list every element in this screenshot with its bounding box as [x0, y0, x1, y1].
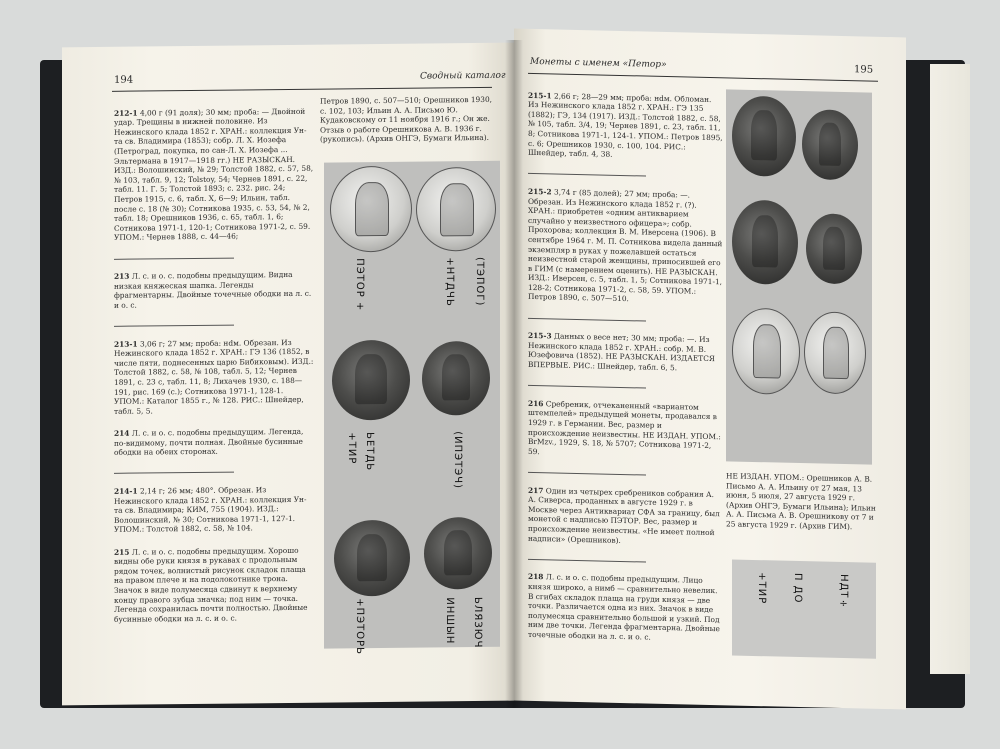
- divider: [528, 385, 646, 389]
- entry-number: 213-1: [114, 339, 138, 349]
- entry-215-2: [528, 187, 724, 307]
- left-folio: 194: [114, 74, 134, 86]
- coin-image: [732, 199, 798, 284]
- entry-number: 214-1: [114, 486, 138, 496]
- entry-number: 218: [528, 572, 544, 582]
- trident-figure: [823, 226, 845, 270]
- entry-number: 215-1: [528, 90, 552, 101]
- entry-number: 214: [114, 428, 130, 438]
- coin-image: [330, 166, 412, 253]
- trident-figure: [819, 122, 841, 166]
- entry-213-1: [114, 337, 314, 416]
- coin-image: [804, 311, 866, 394]
- coin-image: [732, 95, 796, 176]
- legend-drawing: +НТДЧЬ: [444, 257, 455, 307]
- right-running-head: Монеты с именем «Петор»: [530, 56, 667, 71]
- coin-image: [424, 517, 492, 590]
- ruler-figure: [751, 110, 777, 160]
- legend-drawing: (ТЭПОГ): [474, 256, 485, 307]
- divider: [528, 318, 646, 322]
- entry-216: [528, 399, 724, 461]
- entry-text: 4,00 г (91 доля); 30 мм; проба: — Двойной удар. Трещины в нижней половине. Из Нежинского клада 1852 г. ХРАН.: коллекция Ун-та св. Владимира (1853); собр. Л. Х. Иозефа (Петроград, покупка, по сан-Л. Х. Иозефа ... Эльтермана в 1917—1918 гг.) НЕ РАЗЫСКАН. ИЗД.: Волошинский, № 29; Толстой 1882, с. 57, 58, № 103, табл. 9, 12; Tolstoy, 54; Чернев 1891, с. 22, табл. 11. Г. 5; Толстой 1893; с. 232. рис. 24; Петров 1915, с. 6, табл. Х, 6—9; Ильин, табл. после с. 18 (№ 30); Сотникова 1935, с. 53, 54, № 2, табл. 18; Орешников 1936, с. 65, табл. 1, 6; Сотникова 1971-1, 120-1; Сотникова 1971-2, с. 59. УПОМ.: Чернев 1888, с. 44—46;: [114, 106, 314, 243]
- left-running-head: Сводный каталог: [420, 70, 506, 82]
- side-note: НЕ ИЗДАН. УПОМ.: Орешников А. В. Письмо А. А. Ильину от 27 мая, 13 июня, 5 июля, 27 августа 1929 г. (Архив ОНГЭ, Бумаги Ильина); Ильин А. А. Письма А. В. Орешникову от 7 и 25 августа 1929 г. (Архив ГИМ).: [726, 471, 876, 532]
- coin-image: [422, 341, 490, 416]
- left-page: [62, 43, 514, 706]
- divider: [528, 173, 646, 177]
- coin-image: [732, 307, 800, 395]
- entry-number: 215-3: [528, 331, 552, 341]
- ruler-figure: [355, 354, 386, 404]
- right-folio: 195: [854, 64, 874, 76]
- entry-text: Л. с. и о. с. подобны предыдущим. Лицо князя широко, а нимб — сравнительно невелик. В сгибах складок плаща на груди князя — две точки. Различается одна из них. Значок в виде полумесяца сравнительно большой и узкий. Под ним две точки. Легенда фрагментарна. Двойные точечные ободки на л. с. и о. с.: [528, 572, 720, 642]
- entry-214-1: [114, 485, 314, 535]
- entry-number: 215: [114, 547, 130, 557]
- ruler-figure: [357, 534, 387, 581]
- entry-number: 215-2: [528, 186, 552, 197]
- coin-plate: [726, 89, 872, 464]
- entry-text: Л. с. и о. с. подобны предыдущим. Легенда, по-видимому, почти полная. Двойные бусинные ободки на обеих сторонах.: [114, 426, 304, 458]
- coin-plate: [324, 161, 500, 656]
- entry-218: [528, 572, 724, 644]
- trident-figure: [440, 183, 473, 236]
- divider: [528, 559, 646, 563]
- legend-drawing: НДТ÷: [838, 573, 849, 611]
- legend-drawing: П ДО: [792, 572, 803, 604]
- left-text-column: [114, 97, 314, 697]
- entry-215: [114, 545, 314, 624]
- entry-text: 3,06 г; 27 мм; проба: нdм. Обрезан. Из Нежинского клада 1852 г. ХРАН.: ГЭ 136 (1852, в числе пяти, поднесенных царю Бибиковым). ИЗД.: Толстой 1882, с. 58, № 108, табл. 5, 12; Чернев 1891, с. 23 с, табл. 11, 8; Лихачев 1930, с. 188—191, рис. 169 (с.); Сотникова 1971-1, 128-1. УПОМ.: Каталог 1855 г., № 128. РИС.: Шнейдер, табл. 5, 5.: [114, 337, 314, 416]
- entry-text: Л. с. и о. с. подобны предыдущим. Видна низкая княжеская шапка. Легенды фрагментарны. Двойные точечные ободки на л. с. и о. с.: [114, 270, 312, 310]
- page-edges: [930, 64, 970, 674]
- entry-text: Один из четырех сребреников собрания А. А. Сиверса, проданных в августе 1929 г. в Москве через Антиквариат СФА за границу, был монетой с надписью ПЭТОР. Вес, размер и происхождение неизвестны. «Не имеет полной надписи» (Орешников).: [528, 485, 720, 545]
- entry-217: [528, 485, 724, 547]
- right-text-column: [528, 81, 724, 697]
- legend-drawing-box: [732, 559, 876, 658]
- left-header-rule: [112, 87, 492, 92]
- coin-image: [802, 109, 858, 180]
- ruler-figure: [753, 324, 781, 379]
- entry-number: 217: [528, 485, 544, 495]
- right-page: [514, 29, 906, 710]
- legend-drawing: ЬЕТДЬ: [364, 432, 375, 472]
- legend-drawing: +ТИР: [756, 572, 767, 605]
- entry-text: Данных о весе нет; 30 мм; проба: —. Из Нежинского клада 1852 г. ХРАН.: собр. М. В. Юзефовича (1852). НЕ РАЗЫСКАН. ИЗДАЕТСЯ ВПЕРВЫЕ. РИС.: Шнейдер, табл. 6, 5.: [528, 331, 715, 373]
- trident-figure: [444, 530, 471, 575]
- divider: [114, 472, 234, 474]
- ruler-figure: [752, 215, 778, 268]
- entry-number: 216: [528, 398, 544, 409]
- legend-drawing: ЬЛЯЗЮЧ: [472, 596, 483, 649]
- entry-212-1: [114, 106, 314, 242]
- divider: [114, 325, 234, 327]
- right-header-rule: [528, 73, 878, 82]
- legend-drawing: +ТИР: [346, 432, 357, 465]
- entry-text: Л. с. и о. с. подобны предыдущим. Хорошо видны обе руки князя в рукавах с продольным рядом точек, волнистый рисунок складок плаща на правом плече и на подолокотнике трона. Значок в виде полумесяца сдвинут к верхнему концу правого зубца значка; под ним — точка. Легенда сохранилась почти полностью. Двойные бусинные ободки на л. с. и о. с.: [114, 545, 308, 624]
- entry-213: [114, 270, 314, 310]
- legend-drawing: ПЭТОР +: [354, 258, 365, 312]
- divider: [114, 257, 234, 259]
- legend-drawing: +ПЭТОРЬ: [354, 598, 365, 656]
- entry-215-1: [528, 90, 724, 162]
- entry-214: [114, 427, 314, 458]
- trident-figure: [823, 327, 849, 379]
- coin-image: [332, 340, 410, 421]
- left-right-column-text: Петров 1890, с. 507—510; Орешников 1930, с. 102, 103; Ильин А. А. Письмо Ю. Кудаковскому от 11 ноября 1916 г.; Он же. Отзыв о работе Орешникова А. В. 1936 г. (рукопись). (Архив ОНГЭ, Бумаги Ильина).: [320, 94, 493, 145]
- entry-number: 212-1: [114, 108, 138, 118]
- entry-number: 213: [114, 271, 130, 281]
- ruler-figure: [355, 182, 389, 236]
- entry-215-3: [528, 331, 724, 374]
- legend-drawing: ИНШЫН: [444, 597, 455, 645]
- coin-image: [806, 213, 862, 284]
- entry-text: 2,66 г; 28—29 мм; проба: нdм. Обломан. Из Нежинского клада 1852 г. ХРАН.: ГЭ 135 (1882); ГЭ, 134 (1917). ИЗД.: Толстой 1882, с. 58, № 105, табл. 3/4, 19; Чернев 1891, с. 23, табл. 11, 8; Сотникова 1971-1, 124-1. УПОМ.: Петров 1895, с. 6; Орешников 1930, с. 100, 104. РИС.: Шнейдер, табл. 4, 38.: [528, 91, 723, 159]
- coin-image: [416, 167, 496, 252]
- entry-text: 2,14 г; 26 мм; 480°. Обрезан. Из Нежинского клада 1852 г. ХРАН.: коллекция Ун-та св. Владимира; КИМ, 755 (1904). ИЗД.: Волошинский, № 30; Сотникова 1971-1, 127-1. УПОМ.: Толстой 1882, с. 58, № 104.: [114, 485, 307, 535]
- entry-text: 3,74 г (85 долей); 27 мм; проба: —. Обрезан. Из Нежинского клада 1852 г. (?). ХРАН.: приобретен «одним антикварием случайно у неизвестного офицера»; собр. Прохорова; коллекция В. М. Иверсена (1906). В сентябре 1964 г. М. П. Сотникова видела данный экземпляр в руках у пожелавшей остаться неизвестной старой женщины, приносившей его в ГИМ (с намерением оценить). НЕ РАЗЫСКАН. ИЗД.: Иверсен, с. 5, табл. 1, 5; Сотникова 1971-1, 128-2; Сотникова 1971-2, с. 58, 59. УПОМ.: Петров 1890, с. 507—510.: [528, 187, 723, 304]
- entry-text: Сребреник, отчеканенный «вариантом штемпелей» предыдущей монеты, продавался в 1929 г. в Германии. Вес, размер и происхождение неизвестны. НЕ ИЗДАН. УПОМ.: BrMzv., 1929, S. 18, № 5707; Сотникова 1971-2, 59.: [528, 399, 721, 456]
- trident-figure: [442, 354, 469, 400]
- divider: [528, 472, 646, 476]
- coin-image: [334, 520, 410, 597]
- legend-drawing: (ИПЭТЭЧ): [452, 431, 463, 490]
